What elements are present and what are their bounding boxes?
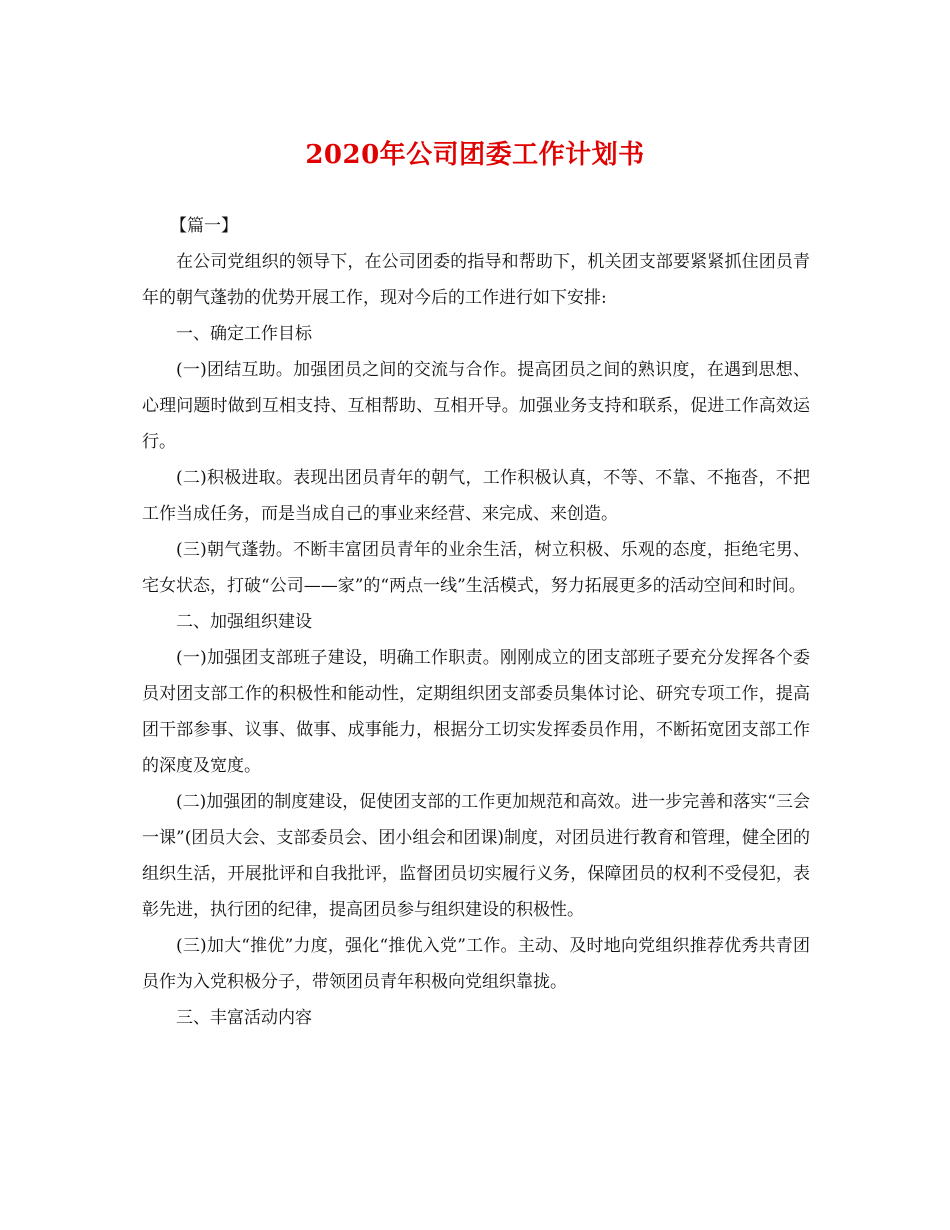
heading-goals: 一、确定工作目标 [176,324,312,344]
paragraph-goal-2: (二)积极进取。表现出团员青年的朝气，工作积极认真，不等、不靠、不拖沓，不把工作当成任务，而是当成自己的事业来经营、来完成、来创造。 [142,468,810,524]
paragraph-goal-1: (一)团结互助。加强团员之间的交流与合作。提高团员之间的熟识度，在遇到思想、心理问题时做到互相支持、互相帮助、互相开导。加强业务支持和联系，促进工作高效运行。 [142,360,810,452]
paragraph-org-1: (一)加强团支部班子建设，明确工作职责。刚刚成立的团支部班子要充分发挥各个委员对团支部工作的积极性和能动性，定期组织团支部委员集体讨论、研究专项工作，提高团干部参事、议事、做事、成事能力，根据分工切实发挥委员作用，不断拓宽团支部工作的深度及宽度。 [142,648,810,776]
document-title: 2020年公司团委工作计划书 [305,140,645,170]
heading-activities: 三、丰富活动内容 [176,1008,312,1028]
document-body [142,208,810,1036]
paragraph-org-2: (二)加强团的制度建设，促使团支部的工作更加规范和高效。进一步完善和落实“三会一课”(团员大会、支部委员会、团小组会和团课)制度，对团员进行教育和管理，健全团的组织生活，开展批评和自我批评，监督团员切实履行义务，保障团员的权利不受侵犯，表彰先进，执行团的纪律，提高团员参与组织建设的积极性。 [142,792,810,920]
paragraph-goal-3: (三)朝气蓬勃。不断丰富团员青年的业余生活，树立积极、乐观的态度，拒绝宅男、宅女状态，打破“公司——家”的“两点一线”生活模式，努力拓展更多的活动空间和时间。 [142,540,810,596]
heading-organization: 二、加强组织建设 [176,612,312,632]
paragraph-org-3: (三)加大“推优”力度，强化“推优入党”工作。主动、及时地向党组织推荐优秀共青团员作为入党积极分子，带领团员青年积极向党组织靠拢。 [142,936,810,992]
paragraph-intro: 在公司党组织的领导下，在公司团委的指导和帮助下，机关团支部要紧紧抓住团员青年的朝气蓬勃的优势开展工作，现对今后的工作进行如下安排: [142,252,810,308]
section-label: 【篇一】 [170,216,238,236]
